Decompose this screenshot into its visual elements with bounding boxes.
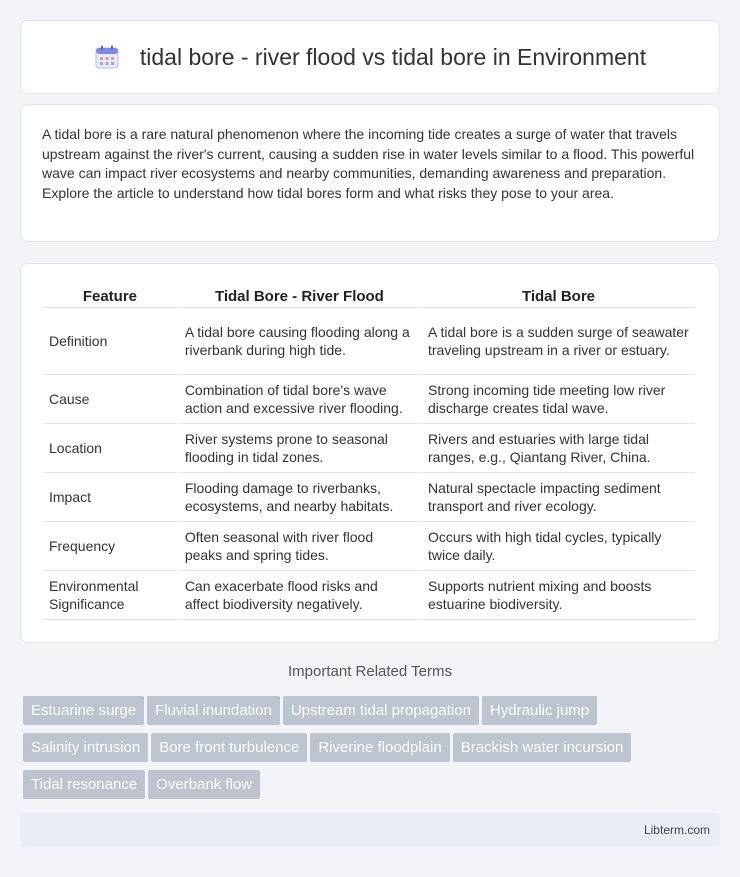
table-cell: Often seasonal with river flood peaks and spring tides. xyxy=(179,522,420,571)
related-terms-title: Important Related Terms xyxy=(288,663,452,680)
table-cell: Combination of tidal bore's wave action and excessive river flooding. xyxy=(179,375,420,424)
related-tag[interactable]: Overbank flow xyxy=(148,770,260,799)
related-terms-tags xyxy=(23,696,723,807)
table-cell: A tidal bore is a sudden surge of seawater traveling upstream in a river or estuary. xyxy=(422,308,695,375)
header-feature: Feature xyxy=(43,284,177,308)
table-cell: Impact xyxy=(43,473,177,522)
table-cell: Supports nutrient mixing and boosts estuarine biodiversity. xyxy=(422,571,695,620)
related-tag[interactable]: Estuarine surge xyxy=(23,696,144,725)
table-cell: River systems prone to seasonal flooding in tidal zones. xyxy=(179,424,420,473)
table-cell: Natural spectacle impacting sediment transport and river ecology. xyxy=(422,473,695,522)
table-cell: Rivers and estuaries with large tidal ranges, e.g., Qiantang River, China. xyxy=(422,424,695,473)
table-row xyxy=(43,308,695,375)
related-tag[interactable]: Tidal resonance xyxy=(23,770,145,799)
table-cell: Strong incoming tide meeting low river discharge creates tidal wave. xyxy=(422,375,695,424)
table-cell: Frequency xyxy=(43,522,177,571)
table-row xyxy=(43,571,695,620)
header-river-flood: Tidal Bore - River Flood xyxy=(179,284,420,308)
table-row xyxy=(43,522,695,571)
intro-text: A tidal bore is a rare natural phenomenon where the incoming tide creates a surge of water that travels upstream against the river's current, causing a sudden rise in water levels similar to a flood. This powerful wave can impact river ecosystems and nearby communities, demanding awareness and preparation. Explore the article to understand how tidal bores form and what risks they pose to your area. xyxy=(42,126,695,201)
table-cell: Can exacerbate flood risks and affect biodiversity negatively. xyxy=(179,571,420,620)
table-row xyxy=(43,424,695,473)
calendar-icon xyxy=(94,44,120,70)
table-row xyxy=(43,375,695,424)
related-tag[interactable]: Hydraulic jump xyxy=(482,696,597,725)
comparison-table-card xyxy=(20,263,720,643)
table-cell: Flooding damage to riverbanks, ecosystems, and nearby habitats. xyxy=(179,473,420,522)
page-title: tidal bore - river flood vs tidal bore in Environment xyxy=(139,43,647,70)
related-tag[interactable]: Riverine floodplain xyxy=(310,733,449,762)
table-header-row xyxy=(43,284,695,308)
header-tidal-bore: Tidal Bore xyxy=(422,284,695,308)
footer xyxy=(20,813,720,847)
title-card xyxy=(20,20,720,94)
table-cell: Location xyxy=(43,424,177,473)
related-tag[interactable]: Brackish water incursion xyxy=(453,733,632,762)
table-row xyxy=(43,473,695,522)
related-tag[interactable]: Upstream tidal propagation xyxy=(283,696,479,725)
intro-card xyxy=(20,104,720,242)
related-tag[interactable]: Fluvial inundation xyxy=(147,696,280,725)
footer-brand[interactable]: Libterm.com xyxy=(643,823,710,837)
table-cell: A tidal bore causing flooding along a riverbank during high tide. xyxy=(179,308,420,375)
table-cell: Occurs with high tidal cycles, typically twice daily. xyxy=(422,522,695,571)
related-tag[interactable]: Salinity intrusion xyxy=(23,733,148,762)
table-cell: Definition xyxy=(43,308,177,375)
table-cell: Environmental Significance xyxy=(43,571,177,620)
related-tag[interactable]: Bore front turbulence xyxy=(151,733,307,762)
table-cell: Cause xyxy=(43,375,177,424)
comparison-table xyxy=(41,284,697,620)
